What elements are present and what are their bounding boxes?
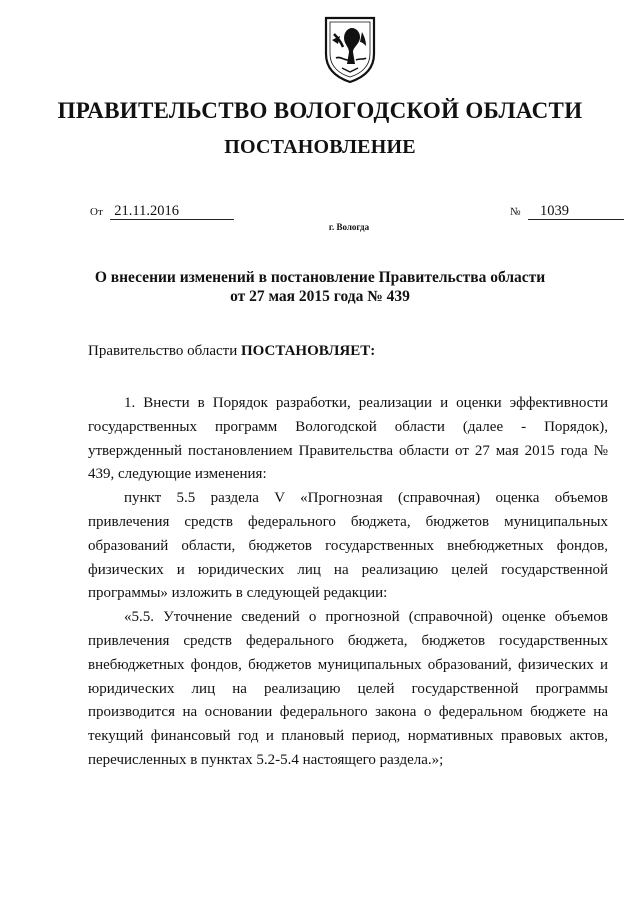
paragraph-2: пункт 5.5 раздела V «Прогнозная (справочная) оценка объемов привлечения средств федерального бюджета, бюджетов муниципальных образований области, бюджетов государственных внебюджетных фондов, физических и юридических лиц на реализацию целей государственной программы» изложить в следующей редакции: — [88, 490, 608, 602]
document-body — [88, 392, 608, 773]
document-type: ПОСТАНОВЛЕНИЕ — [224, 136, 416, 158]
decree-verb: ПОСТАНОВЛЯЕТ: — [240, 343, 376, 359]
decree-line — [88, 340, 608, 364]
government-title: ПРАВИТЕЛЬСТВО ВОЛОГОДСКОЙ ОБЛАСТИ — [57, 98, 583, 123]
paragraph-1: 1. Внести в Порядок разработки, реализации и оценки эффективности государственных программ Вологодской области (далее - Порядок), утвержденный постановлением Правительства области от 27 мая 2015 года № 439, следующие изменения: — [88, 395, 608, 483]
vologda-coat-of-arms-icon — [322, 14, 378, 84]
document-subject — [0, 268, 640, 306]
decree-prefix: Правительство области — [88, 343, 241, 359]
date-field — [90, 203, 234, 220]
subject-line-1: О внесении изменений в постановление Правительства области — [94, 269, 546, 286]
subject-line-2: от 27 мая 2015 года № 439 — [230, 288, 410, 305]
number-value: 1039 — [528, 203, 624, 220]
date-label: От — [90, 206, 103, 218]
paragraph-3: «5.5. Уточнение сведений о прогнозной (справочной) оценке объемов привлечения средств федерального бюджета, бюджетов государственных внебюджетных фондов, бюджетов муниципальных образований, физических и юридических лиц на реализацию целей государственной программы производится на основании федерального закона о федеральном бюджете на текущий финансовый год и плановый период, нормативных правовых актов, перечисленных в пунктах 5.2-5.4 настоящего раздела.»; — [88, 609, 608, 768]
number-label: № — [510, 206, 521, 218]
city-label: г. Вологда — [328, 222, 370, 232]
date-value: 21.11.2016 — [110, 203, 234, 220]
number-field — [510, 203, 624, 220]
